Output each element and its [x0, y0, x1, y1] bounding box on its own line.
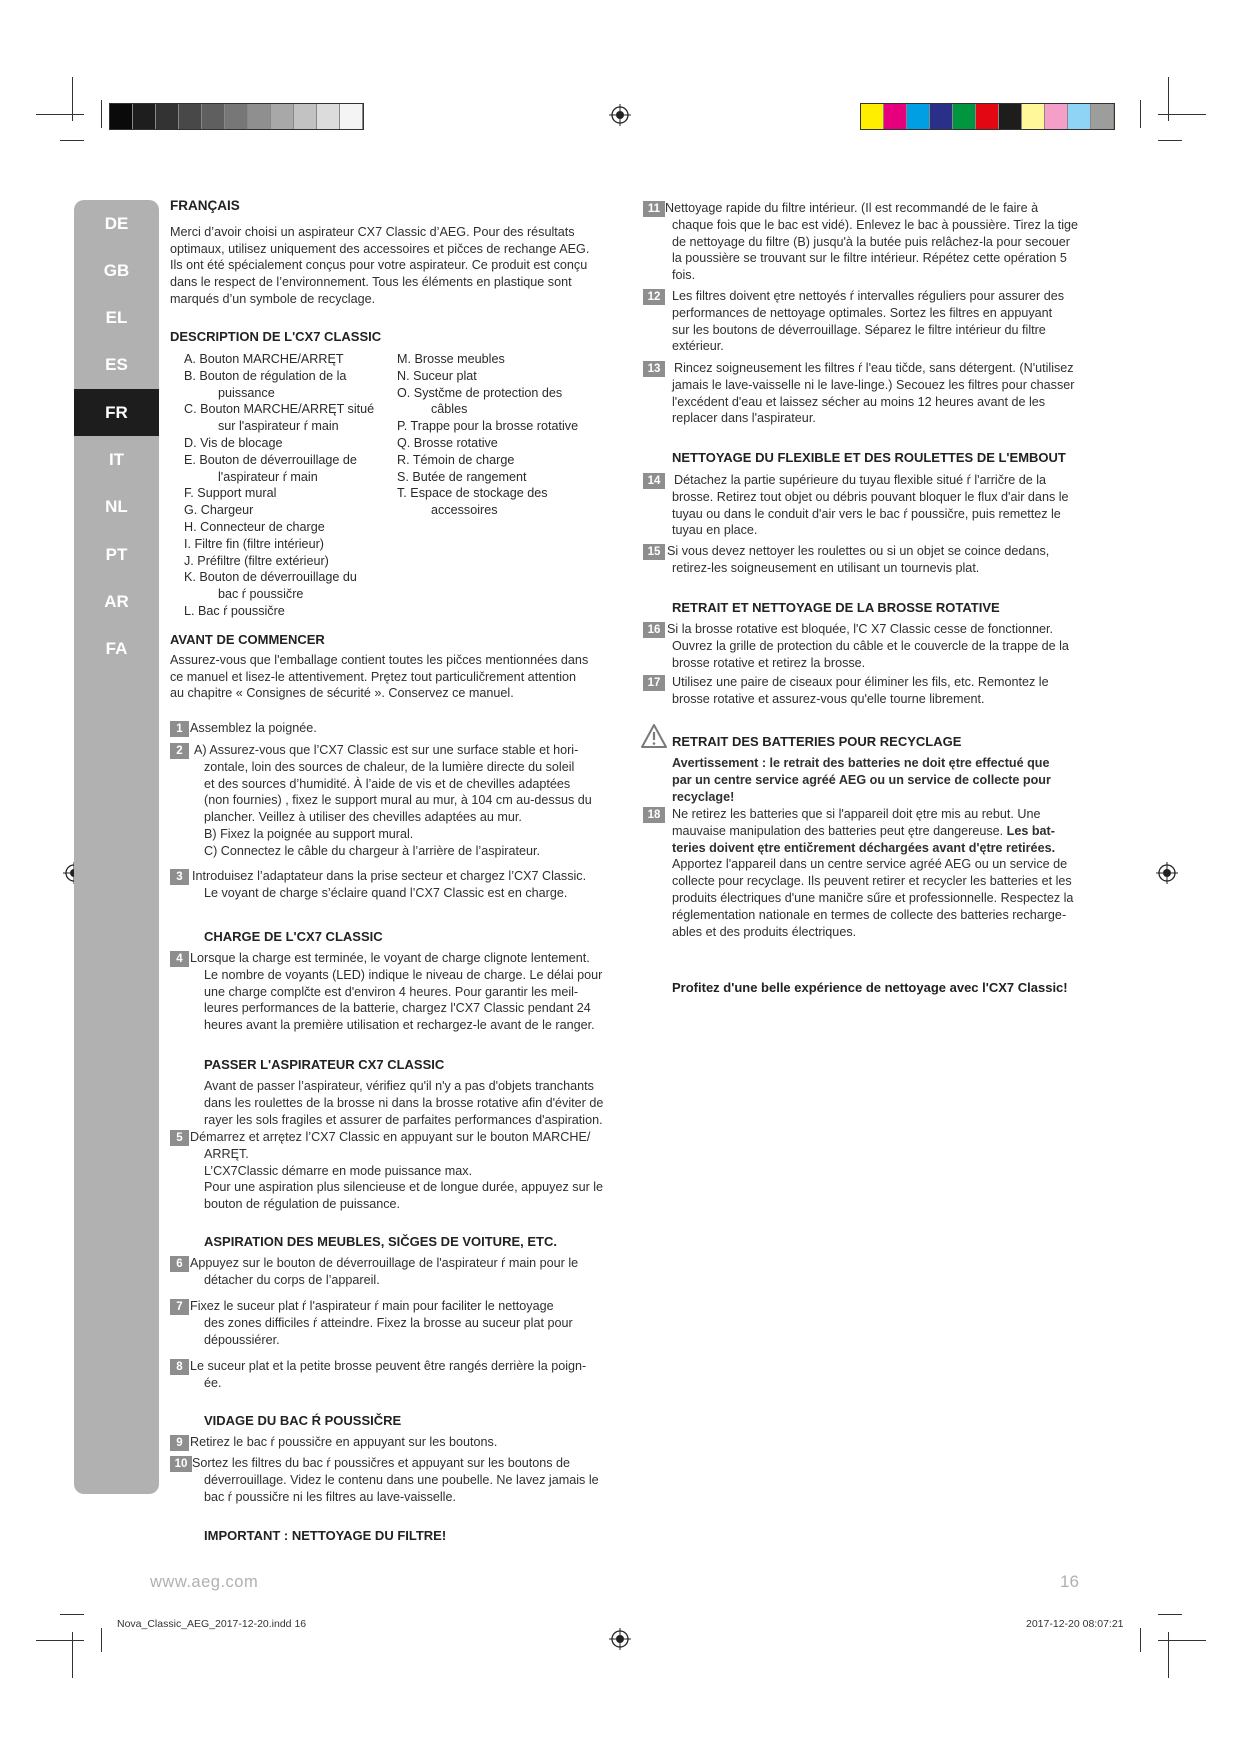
color-swatch	[861, 104, 884, 129]
battery-warning	[672, 755, 1102, 805]
step-number-badge: 7	[170, 1299, 189, 1315]
step-line: chaque fois que le bac est vidé). Enlevez le bac à poussière. Tirez la tige	[672, 217, 1079, 232]
lang-tab-es[interactable]: ES	[105, 355, 128, 374]
color-swatch	[202, 104, 225, 129]
step-number-badge: 1	[170, 721, 189, 737]
step-line: C) Connectez le câble du chargeur à l’arrière de l’aspirateur.	[204, 843, 541, 858]
vidage-title: VIDAGE DU BAC Ŕ POUSSIČRE	[204, 1413, 402, 1428]
part-item: E. Bouton de déverrouillage de	[184, 452, 357, 467]
lang-tab-el[interactable]: EL	[105, 308, 128, 327]
step-line: sur les boutons de déverrouillage. Séparez le filtre intérieur du filtre	[672, 322, 1046, 337]
step-line: Le suceur plat et la petite brosse peuvent être rangés derrière la poign-	[190, 1359, 587, 1373]
step-line: performances de nettoyage optimales. Sortez les filtres en appuyant	[672, 305, 1053, 320]
step-number-badge: 5	[170, 1130, 189, 1146]
step-14	[643, 472, 1103, 539]
part-item: L. Bac ŕ poussičre	[184, 603, 285, 618]
step-1	[170, 720, 640, 737]
step-line: Ne retirez les batteries que si l'appareil doit ętre mis au rebut. Une	[672, 807, 1041, 821]
step-line: bac ŕ poussičre ni les filtres au lave-vaisselle.	[204, 1489, 456, 1504]
step-line: L’CX7Classic démarre en mode puissance max.	[204, 1163, 473, 1178]
step-line: Sortez les filtres du bac ŕ poussičres et appuyant sur les boutons de	[192, 1456, 571, 1470]
warning-triangle-icon	[640, 723, 668, 749]
step-text: mauvaise manipulation des batteries peut ętre dangereuse.	[672, 823, 1007, 838]
color-swatch	[1022, 104, 1045, 129]
step-number-badge: 18	[643, 807, 665, 823]
part-item: S. Butée de rangement	[397, 469, 527, 484]
step-line: des zones difficiles ŕ atteindre. Fixez la brosse au suceur plat pour	[204, 1315, 573, 1330]
step-line: Assemblez la poignée.	[190, 721, 317, 735]
slug-timestamp: 2017-12-20 08:07:21	[1026, 1618, 1124, 1630]
passer-title: PASSER L'ASPIRATEUR CX7 CLASSIC	[204, 1057, 445, 1072]
step-16	[643, 621, 1103, 671]
color-swatch	[294, 104, 317, 129]
intro-line: Ils ont été spécialement conçus pour votre aspirateur. Ce produit est conçu	[170, 258, 588, 273]
intro-line: Merci d’avoir choisi un aspirateur CX7 Classic d’AEG. Pour des résultats	[170, 224, 575, 239]
step-line: Retirez le bac ŕ poussičre en appuyant sur les boutons.	[190, 1435, 498, 1449]
before-line: Assurez-vous que l'emballage contient toutes les pičces mentionnées dans	[170, 652, 589, 667]
passer-line: rayer les sols fragiles et assurer de parfaites performances d'aspiration.	[204, 1112, 603, 1127]
color-swatch	[907, 104, 930, 129]
step-line: teries doivent ętre entičrement déchargées avant d'ętre retirées.	[672, 840, 1056, 855]
parts-list-left	[184, 351, 394, 620]
step-line: Si vous devez nettoyer les roulettes ou si un objet se coince dedans,	[667, 544, 1050, 558]
battery-title: RETRAIT DES BATTERIES POUR RECYCLAGE	[672, 734, 962, 749]
color-swatch	[1091, 104, 1114, 129]
step-line: brosse rotative et assurez-vous qu'elle tourne librement.	[672, 691, 985, 706]
step-line: ée.	[204, 1375, 222, 1390]
step-line: A) Assurez-vous que l’CX7 Classic est sur une surface stable et hori-	[194, 743, 579, 757]
part-item: K. Bouton de déverrouillage du	[184, 570, 357, 585]
step-line: l'excédent d'eau et laissez sécher au moins 12 heures avant de les	[672, 394, 1046, 409]
step-line: (non fournies) , fixez le support mural au mur, à 104 cm au-dessus du	[204, 793, 592, 808]
step-number-badge: 15	[643, 544, 665, 560]
step-13	[643, 360, 1103, 427]
part-item-continuation: sur l'aspirateur ŕ main	[218, 419, 339, 434]
part-item-continuation: bac ŕ poussičre	[218, 587, 304, 602]
color-swatch	[225, 104, 248, 129]
step-5	[170, 1129, 640, 1213]
step-9	[170, 1434, 640, 1451]
step-line: détacher du corps de l’appareil.	[204, 1272, 380, 1287]
part-item: O. Systčme de protection des	[397, 385, 563, 400]
part-item: J. Préfiltre (filtre extérieur)	[184, 553, 329, 568]
color-swatch	[976, 104, 999, 129]
section-title: FRANÇAIS	[170, 198, 240, 213]
step-number-badge: 8	[170, 1359, 189, 1375]
passer-line: Avant de passer l’aspirateur, vérifiez qu'il n'y a pas d'objets tranchants	[204, 1079, 594, 1093]
step-number-badge: 6	[170, 1256, 189, 1272]
step-number-badge: 3	[170, 869, 189, 885]
flex-title: NETTOYAGE DU FLEXIBLE ET DES ROULETTES DE L'EMBOUT	[672, 450, 1066, 465]
color-swatch	[999, 104, 1022, 129]
gray-color-bar	[109, 103, 364, 130]
part-item: R. Témoin de charge	[397, 452, 515, 467]
warning-line: recyclage!	[672, 789, 735, 804]
step-8	[170, 1358, 640, 1392]
parts-list-right	[397, 351, 627, 519]
step-line: fois.	[672, 268, 696, 283]
step-line: replacer dans l'aspirateur.	[672, 411, 816, 426]
part-item: P. Trappe pour la brosse rotative	[397, 419, 579, 434]
lang-tab-nl[interactable]: NL	[105, 497, 128, 516]
step-line: Utilisez une paire de ciseaux pour éliminer les fils, etc. Remontez le	[672, 675, 1049, 689]
step-line: Pour une aspiration plus silencieuse et de longue durée, appuyez sur le	[204, 1180, 604, 1195]
step-line: plancher. Veillez à utiliser des chevilles adaptées au mur.	[204, 810, 522, 825]
part-item: N. Suceur plat	[397, 368, 477, 383]
passer-intro	[204, 1078, 644, 1128]
before-line: au chapitre « Consignes de sécurité ». Conservez ce manuel.	[170, 686, 514, 701]
color-swatch	[930, 104, 953, 129]
step-2	[170, 742, 640, 860]
registration-mark-icon	[609, 104, 631, 126]
step-number-badge: 2	[170, 743, 189, 759]
part-item: D. Vis de blocage	[184, 435, 283, 450]
slug-filename: Nova_Classic_AEG_2017-12-20.indd 16	[117, 1618, 307, 1630]
step-line: produits électriques d'une maničre sűre et professionnelle. Respectez la	[672, 890, 1074, 905]
part-item: T. Espace de stockage des	[397, 486, 548, 501]
step-18	[643, 806, 1103, 940]
step-number-badge: 11	[643, 201, 665, 217]
step-line: bouton de régulation de puissance.	[204, 1197, 401, 1212]
color-swatch	[1045, 104, 1068, 129]
section-title: AVANT DE COMMENCER	[170, 632, 325, 647]
closing-line: Profitez d'une belle expérience de nettoyage avec l'CX7 Classic!	[672, 980, 1068, 995]
step-line: ARRĘT.	[204, 1146, 249, 1161]
description-title: DESCRIPTION DE L'CX7 CLASSIC	[170, 329, 382, 344]
step-line: Introduisez l’adaptateur dans la prise secteur et chargez l’CX7 Classic.	[192, 869, 587, 883]
step-line: Le voyant de charge s’éclaire quand l’CX7 Classic est en charge.	[204, 885, 568, 900]
step-number-badge: 17	[643, 675, 665, 691]
intro-line: dans le respect de l’environnement. Tous les éléments en plastique sont	[170, 275, 572, 290]
step-line: Rincez soigneusement les filtres ŕ l'eau tičde, sans détergent. (N'utilisez	[674, 361, 1074, 375]
step-line: brosse rotative et retirez la brosse.	[672, 655, 866, 670]
important-title: IMPORTANT : NETTOYAGE DU FILTRE!	[204, 1528, 447, 1543]
color-swatch	[110, 104, 133, 129]
step-line: et des sources d’humidité. À l’aide de vis et de chevilles adaptées	[204, 776, 571, 791]
step-line: B) Fixez la poignée au support mural.	[204, 826, 414, 841]
lang-tab-fa[interactable]: FA	[105, 639, 128, 658]
step-number-badge: 4	[170, 951, 189, 967]
step-line: Les filtres doivent ętre nettoyés ŕ intervalles réguliers pour assurer des	[672, 289, 1064, 303]
step-10	[170, 1455, 640, 1505]
step-line: retirez-les soigneusement en utilisant un tournevis plat.	[672, 560, 980, 575]
step-line: Nettoyage rapide du filtre intérieur. (Il est recommandé de le faire à	[665, 201, 1039, 215]
charge-title: CHARGE DE L'CX7 CLASSIC	[204, 929, 383, 944]
step-line: brosse. Retirez tout objet ou débris pouvant bloquer le flux d'air dans le	[672, 489, 1069, 504]
step-line: extérieur.	[672, 339, 724, 354]
warning-line: Avertissement : le retrait des batteries ne doit ętre effectué que	[672, 756, 1050, 770]
step-7	[170, 1298, 640, 1348]
step-number-badge: 12	[643, 289, 665, 305]
step-number-badge: 16	[643, 622, 665, 638]
step-line: réglementation nationale en termes de collecte des batteries recharge-	[672, 907, 1067, 922]
step-line: Appuyez sur le bouton de déverrouillage de l'aspirateur ŕ main pour le	[190, 1256, 579, 1270]
registration-mark-icon	[1156, 862, 1178, 884]
step-6	[170, 1255, 640, 1289]
step-line: Le nombre de voyants (LED) indique le niveau de charge. Le délai pour	[204, 967, 603, 982]
part-item: G. Chargeur	[184, 503, 254, 518]
step-number-badge: 9	[170, 1435, 189, 1451]
lang-tab-gb[interactable]: GB	[103, 261, 130, 280]
part-item-continuation: câbles	[431, 402, 468, 417]
color-swatch	[340, 104, 363, 129]
before-section	[170, 632, 630, 702]
part-item-continuation: puissance	[218, 385, 275, 400]
step-line: Ouvrez la grille de protection du câble et le couvercle de la trappe de la	[672, 638, 1069, 653]
part-item: B. Bouton de régulation de la	[184, 368, 347, 383]
step-4	[170, 950, 640, 1034]
intro-section	[170, 198, 620, 308]
intro-line: optimaux, utilisez uniquement des accessoires et pičces de rechange AEG.	[170, 241, 590, 256]
step-line: une charge complčte est d'environ 4 heures. Pour garantir les meil-	[204, 984, 579, 999]
step-17	[643, 674, 1103, 708]
step-number-badge: 10	[170, 1456, 192, 1472]
lang-tab-ar[interactable]: AR	[104, 592, 129, 611]
step-line: ables et des produits électriques.	[672, 924, 857, 939]
step-number-badge: 13	[643, 361, 665, 377]
page-number: 16	[1060, 1572, 1079, 1591]
step-line: tuyau ou dans le conduit d'air vers le bac ŕ poussičre, puis remettez le	[672, 506, 1061, 521]
part-item: C. Bouton MARCHE/ARRĘT situé	[184, 402, 375, 417]
lang-tab-it[interactable]: IT	[108, 450, 125, 469]
step-line: Apportez l'appareil dans un centre service agréé AEG ou un service de	[672, 857, 1068, 872]
lang-tab-fr[interactable]: FR	[74, 389, 159, 436]
step-line: collecte pour recyclage. Ils peuvent retirer et recycler les batteries et les	[672, 874, 1072, 889]
process-color-bar	[860, 103, 1115, 130]
step-line: dépoussiérer.	[204, 1332, 280, 1347]
step-line: jamais le lave-vaisselle ni le lave-linge.) Secouez les filtres pour chasser	[672, 377, 1075, 392]
color-swatch	[953, 104, 976, 129]
lang-tab-pt[interactable]: PT	[105, 545, 128, 564]
step-line: Détachez la partie supérieure du tuyau flexible situé ŕ l'arričre de la	[674, 473, 1047, 487]
part-item-continuation: l'aspirateur ŕ main	[218, 469, 318, 484]
color-swatch	[317, 104, 340, 129]
step-line: heures avant la première utilisation et rechargez-le avant de le ranger.	[204, 1018, 595, 1033]
step-bold-text: Les bat-	[1006, 823, 1055, 838]
part-item: F. Support mural	[184, 486, 277, 501]
registration-mark-icon	[609, 1628, 631, 1650]
passer-line: dans les roulettes de la brosse ni dans la brosse rotative afin d'éviter de	[204, 1095, 604, 1110]
step-3	[170, 868, 640, 902]
color-swatch	[248, 104, 271, 129]
brosse-title: RETRAIT ET NETTOYAGE DE LA BROSSE ROTATIVE	[672, 600, 1000, 615]
color-swatch	[1068, 104, 1091, 129]
color-swatch	[884, 104, 907, 129]
step-line: Si la brosse rotative est bloquée, l'C X7 Classic cesse de fonctionner.	[667, 622, 1054, 636]
step-line: Fixez le suceur plat ŕ l'aspirateur ŕ main pour faciliter le nettoyage	[190, 1299, 554, 1313]
part-item-continuation: accessoires	[431, 503, 498, 518]
intro-line: marqués d’un symbole de recyclage.	[170, 291, 376, 306]
color-swatch	[179, 104, 202, 129]
step-line: déverrouillage. Videz le contenu dans une poubelle. Ne lavez jamais le	[204, 1472, 599, 1487]
step-15	[643, 543, 1103, 577]
lang-tab-de[interactable]: DE	[104, 214, 129, 233]
footer-url[interactable]: www.aeg.com	[150, 1573, 259, 1591]
step-number-badge: 14	[643, 473, 665, 489]
step-line: Lorsque la charge est terminée, le voyant de charge clignote lentement.	[190, 951, 590, 965]
part-item: H. Connecteur de charge	[184, 519, 325, 534]
step-line: zontale, loin des sources de chaleur, de la lumière directe du soleil	[204, 759, 575, 774]
step-line: leures performances de la batterie, chargez l'CX7 Classic pendant 24	[204, 1001, 591, 1016]
step-11	[643, 200, 1103, 284]
part-item: I. Filtre fin (filtre intérieur)	[184, 536, 324, 551]
step-line: la poussière se trouvant sur le filtre intérieur. Répétez cette opération 5	[672, 251, 1067, 266]
before-line: ce manuel et lisez-le attentivement. Prętez tout particuličrement attention	[170, 669, 577, 684]
part-item: M. Brosse meubles	[397, 352, 505, 366]
part-item: Q. Brosse rotative	[397, 435, 498, 450]
step-line: de nettoyage du filtre (B) jusqu'à la butée puis relâchez-la pour secouer	[672, 234, 1070, 249]
color-swatch	[133, 104, 156, 129]
step-line: Démarrez et arrętez l’CX7 Classic en appuyant sur le bouton MARCHE/	[190, 1130, 591, 1144]
warning-line: par un centre service agréé AEG ou un service de collecte pour	[672, 772, 1051, 787]
step-line	[672, 823, 1103, 840]
part-item: A. Bouton MARCHE/ARRĘT	[184, 352, 344, 366]
color-swatch	[271, 104, 294, 129]
aspiration-title: ASPIRATION DES MEUBLES, SIČGES DE VOITURE, ETC.	[204, 1234, 557, 1249]
step-12	[643, 288, 1103, 355]
step-line: tuyau en place.	[672, 523, 758, 538]
color-swatch	[156, 104, 179, 129]
